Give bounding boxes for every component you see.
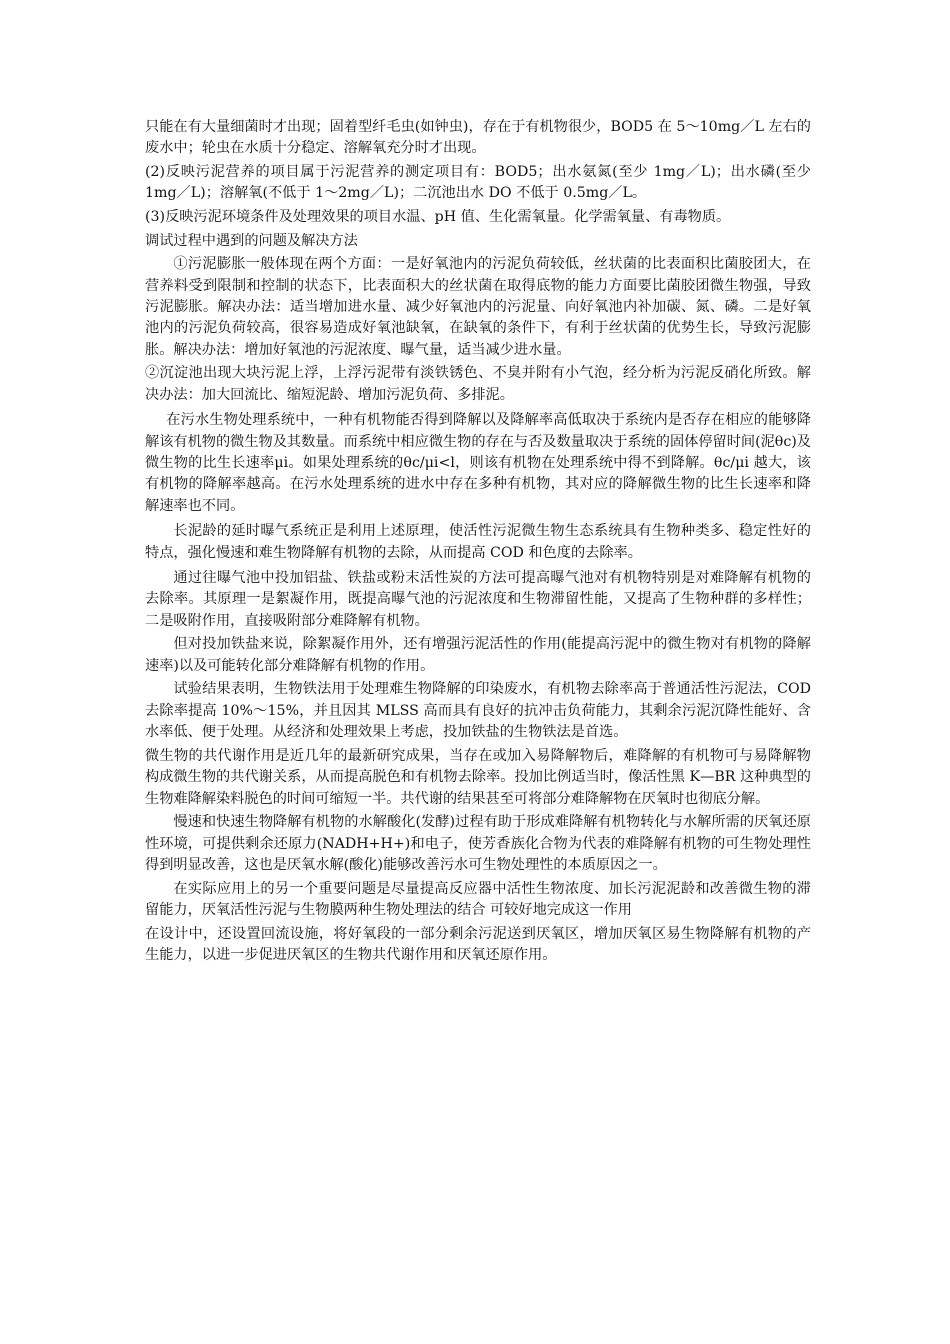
paragraph-iron-salt: 但对投加铁盐来说，除絮凝作用外，还有增强污泥活性的作用(能提高污泥中的微生物对有机物的降解速率)以及可能转化部分难降解有机物的作用。 <box>145 636 811 674</box>
paragraph-biodegradation-principle: 在污水生物处理系统中，一种有机物能否得到降解以及降解率高低取决于系统内是否存在相应的能够降解该有机物的微生物及其数量。而系统中相应微生物的存在与否及数量取决于系统的固体停留时间(泥θc)及微生物的比生长速率μi。如果处理系统的θc/μi<l，则该有机物在处理系统中得不到降解。θc/μi 越大，该有机物的降解率越高。在污水处理系统的进水中存在多种有机物，其对应的降解微生物的比生长速率和降解速率也不同。 <box>145 412 811 514</box>
paragraph-practical-application: 在实际应用上的另一个重要问题是尽量提高反应器中活性生物浓度、加长污泥泥龄和改善微生物的滞留能力，厌氧活性污泥与生物膜两种生物处理法的结合 可较好地完成这一作用 <box>145 880 811 919</box>
paragraph-sludge-bulking: ①污泥膨胀一般体现在两个方面：一是好氧池内的污泥负荷较低，丝状菌的比表面积比菌胶团大，在营养料受到限制和控制的状态下，比表面积大的丝状菌在取得底物的能力方面要比菌胶团微生物强，导致污泥膨胀。解决办法：适当增加进水量、减少好氧池内的污泥量、向好氧池内补加碳、氮、磷。二是好氧池内的污泥负荷较高，很容易造成好氧池缺氧，在缺氧的条件下，有利于丝状菌的优势生长，导致污泥膨胀。解决办法：增加好氧池的污泥浓度、曝气量，适当减少进水量。 <box>145 256 811 358</box>
paragraph-microfauna: 只能在有大量细菌时才出现；固着型纤毛虫(如钟虫)，存在于有机物很少，BOD5 在 5～10mg／L 左右的废水中；轮虫在水质十分稳定、溶解氧充分时才出现。 <box>145 119 811 157</box>
paragraph-design-return: 在设计中，还设置回流设施，将好氧段的一部分剩余污泥送到厌氧区，增加厌氧区易生物降解有机物的产生能力，以进一步促进厌氧区的生物共代谢作用和厌氧还原作用。 <box>145 925 811 964</box>
section-heading-commissioning-problems: 调试过程中遇到的问题及解决方法 <box>145 232 358 249</box>
paragraph-sludge-floating: ②沉淀池出现大块污泥上浮，上浮污泥带有淡铁锈色、不臭并附有小气泡，经分析为污泥反硝化所致。解决办法：加大回流比、缩短泥龄、增加污泥负荷、多排泥。 <box>145 365 811 403</box>
paragraph-cometabolism: 微生物的共代谢作用是近几年的最新研究成果，当存在或加入易降解物后，难降解的有机物可与易降解物构成微生物的共代谢关系，从而提高脱色和有机物去除率。投加比例适当时，像活性黑 K—BR 这种典型的生物难降解染料脱色的时间可缩短一半。共代谢的结果甚至可将部分难降解物在厌氧时也彻底分解。 <box>145 747 811 807</box>
paragraph-sludge-environment: (3)反映污泥环境条件及处理效果的项目水温、pH 值、生化需氧量。化学需氧量、有毒物质。 <box>145 209 731 225</box>
paragraph-coagulant-dosing: 通过往曝气池中投加铝盐、铁盐或粉末活性炭的方法可提高曝气池对有机物特别是对难降解有机物的去除率。其原理一是絮凝作用，既提高曝气池的污泥浓度和生物滞留性能，又提高了生物种群的多样性；二是吸附作用，直接吸附部分难降解有机物。 <box>145 570 811 629</box>
paragraph-hydrolysis-acidification: 慢速和快速生物降解有机物的水解酸化(发酵)过程有助于形成难降解有机物转化与水解所需的厌氧还原性环境，可提供剩余还原力(NADH+H+)和电子，使芳香族化合物为代表的难降解有机物的可生物处理性得到明显改善，这也是厌氧水解(酸化)能够改善污水可生物处理性的本质原因之一。 <box>145 814 811 874</box>
paragraph-bio-iron-results: 试验结果表明，生物铁法用于处理难生物降解的印染废水，有机物去除率高于普通活性污泥法，COD 去除率提高 10%～15%，并且因其 MLSS 高而具有良好的抗冲击负荷能力，其剩余污泥沉降性能好、含水率低、便于处理。从经济和处理效果上考虑，投加铁盐的生物铁法是首选。 <box>145 681 811 741</box>
document-body <box>145 117 811 969</box>
paragraph-long-sludge-age: 长泥龄的延时曝气系统正是利用上述原理，使活性污泥微生物生态系统具有生物种类多、稳定性好的特点，强化慢速和难生物降解有机物的去除，从而提高 COD 和色度的去除率。 <box>145 523 811 561</box>
paragraph-sludge-nutrition: (2)反映污泥营养的项目属于污泥营养的测定项目有：BOD5；出水氨氮(至少 1mg／L)；出水磷(至少 1mg／L)；溶解氧(不低于 1～2mg／L)；二沉池出水 DO 不低于 0.5mg／L。 <box>145 164 811 202</box>
